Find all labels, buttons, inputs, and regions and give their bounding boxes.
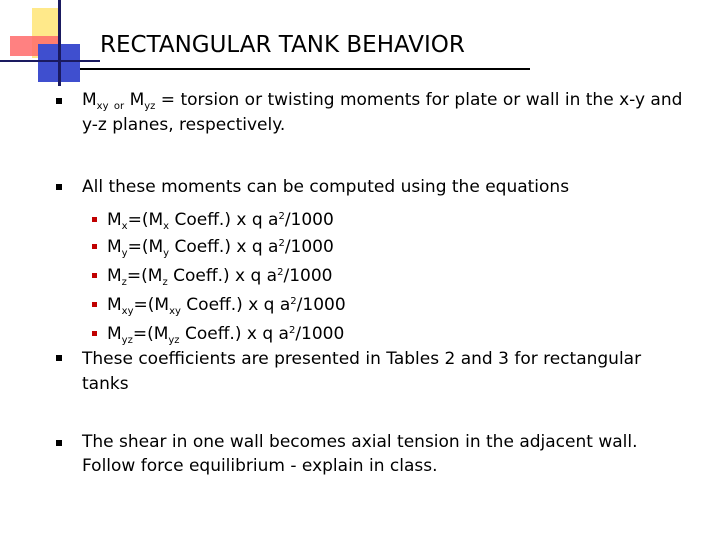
sub-bullet-icon bbox=[92, 302, 97, 307]
bullet-1 bbox=[56, 98, 62, 104]
equation-mz: $M_z=(M_z$ Coeff.) x q $a^2/1000$ bbox=[92, 261, 332, 295]
sub-bullet-icon bbox=[92, 331, 97, 336]
bullet-2 bbox=[56, 184, 62, 190]
equation-mx: $M_x=(M_x$ Coeff.) x q $a^2/1000$ bbox=[92, 205, 334, 239]
bullet-1-line-2: y-z planes, respectively. bbox=[82, 115, 286, 135]
bullet-4 bbox=[56, 440, 62, 446]
bullet-4-line-2: Follow force equilibrium - explain in class. bbox=[82, 456, 438, 476]
bullet-3-line-1: These coefficients are presented in Tables 2 and 3 for rectangular bbox=[82, 349, 642, 369]
title-underline bbox=[80, 68, 530, 70]
equation-my: $M_y=(M_y$ Coeff.) x q $a^2/1000$ bbox=[92, 232, 334, 266]
corner-vertical-line bbox=[58, 0, 61, 86]
equation-myz: $M_{yz}=(M_{yz}$ Coeff.) x q $a^2/1000$ bbox=[92, 319, 344, 353]
sub-bullet-icon bbox=[92, 273, 97, 278]
equation-mxy: $M_{xy}=(M_{xy}$ Coeff.) x q $a^2/1000$ bbox=[92, 290, 346, 324]
bullet-3 bbox=[56, 355, 62, 361]
bullet-2-line-1: All these moments can be computed using the equations bbox=[82, 177, 570, 197]
sub-bullet-icon bbox=[92, 244, 97, 249]
bullet-1-line-1: $M_{xy}$ $_{or}$ $M_{yz}$ = torsion or twisting moments for plate or wall in the x-y and bbox=[82, 90, 683, 112]
bullet-4-line-1: The shear in one wall becomes axial tension in the adjacent wall. bbox=[82, 432, 638, 452]
bullet-3-line-2: tanks bbox=[82, 374, 129, 394]
page-title: RECTANGULAR TANK BEHAVIOR bbox=[100, 32, 465, 58]
corner-horizontal-line bbox=[0, 60, 100, 62]
sub-bullet-icon bbox=[92, 217, 97, 222]
